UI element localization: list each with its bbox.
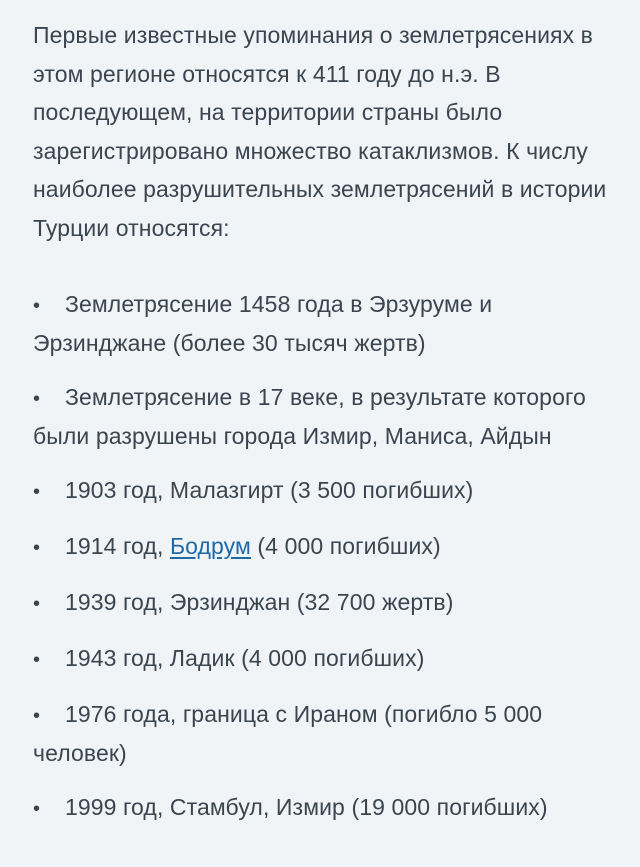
intro-paragraph: Первые известные упоминания о землетрясениях в этом регионе относятся к 411 году до н.э. В последующем, на территории страны было зарегистрировано множество катаклизмов. К числу наиболее разрушительных землетрясений в истории Турции относятся:	[33, 22, 607, 241]
list-item-text: 1976 года, граница с Ираном (погибло 5 000 человек)	[33, 701, 543, 766]
list-item-text-after: (4 000 погибших)	[250, 533, 441, 559]
bullet-icon: •	[33, 649, 41, 671]
earthquake-list	[33, 286, 613, 828]
bullet-icon: •	[33, 388, 41, 410]
list-item	[33, 696, 613, 772]
bullet-icon: •	[33, 295, 41, 317]
list-item	[33, 640, 613, 679]
list-item	[33, 286, 613, 362]
bullet-icon: •	[33, 593, 41, 615]
list-item-text: 1903 год, Малазгирт (3 500 погибших)	[65, 477, 474, 503]
list-item	[33, 584, 613, 623]
list-item-text: Землетрясение 1458 года в Эрзуруме и Эрзинджане (более 30 тысяч жертв)	[33, 291, 493, 356]
bullet-icon: •	[33, 481, 41, 503]
bullet-icon: •	[33, 537, 41, 559]
list-item-text-before: 1914 год,	[65, 533, 170, 559]
bullet-icon: •	[33, 705, 41, 727]
list-item	[33, 472, 613, 511]
bodrum-link[interactable]: Бодрум	[169, 533, 251, 559]
list-item	[33, 789, 613, 828]
list-item-text: Землетрясение в 17 веке, в результате которого были разрушены города Измир, Маниса, Айдын	[33, 384, 586, 449]
article-body	[33, 16, 613, 845]
list-item	[33, 379, 613, 455]
list-item	[33, 528, 613, 567]
list-item-text: 1939 год, Эрзинджан (32 700 жертв)	[65, 589, 454, 615]
bullet-icon: •	[33, 798, 41, 820]
list-item-text: 1999 год, Стамбул, Измир (19 000 погибших)	[65, 794, 548, 820]
list-item-text: 1943 год, Ладик (4 000 погибших)	[65, 645, 425, 671]
